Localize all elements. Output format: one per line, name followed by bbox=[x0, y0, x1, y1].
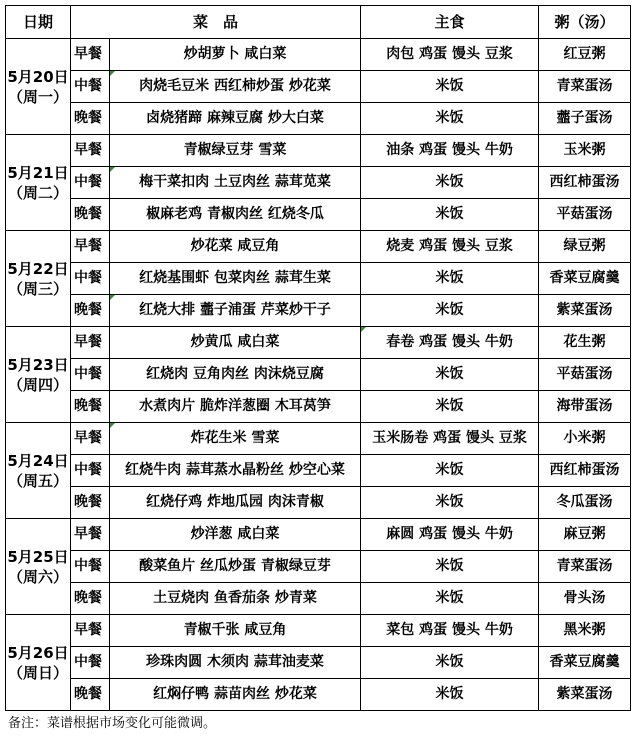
meal-row bbox=[6, 359, 631, 391]
menu-table bbox=[5, 5, 631, 711]
meal-row bbox=[6, 519, 631, 551]
meal-row bbox=[6, 199, 631, 231]
meal-row bbox=[6, 71, 631, 103]
menu-body bbox=[6, 39, 631, 711]
dishes-cell: 卤烧猪蹄 麻辣豆腐 炒大白菜 bbox=[110, 103, 361, 135]
date-label: 5月21日 bbox=[7, 163, 69, 182]
dishes-cell: 水煮肉片 脆炸洋葱圈 木耳莴笋 bbox=[110, 391, 361, 423]
meal-row bbox=[6, 103, 631, 135]
date-cell bbox=[6, 615, 71, 711]
meal-row bbox=[6, 615, 631, 647]
staple-cell: 米饭 bbox=[361, 167, 539, 199]
dishes-cell: 青椒绿豆芽 雪菜 bbox=[110, 135, 361, 167]
header-staple: 主食 bbox=[361, 6, 539, 39]
header-dishes: 菜 品 bbox=[71, 6, 361, 39]
soup-cell: 紫菜蛋汤 bbox=[539, 295, 631, 327]
weekday-label: （周五） bbox=[7, 471, 68, 490]
meal-row bbox=[6, 551, 631, 583]
soup-cell: 玉米粥 bbox=[539, 135, 631, 167]
meal-row bbox=[6, 327, 631, 359]
meal-row bbox=[6, 391, 631, 423]
dishes-cell: 肉烧毛豆米 西红柿炒蛋 炒花菜 bbox=[110, 71, 361, 103]
staple-cell: 麻圆 鸡蛋 馒头 牛奶 bbox=[361, 519, 539, 551]
staple-cell: 玉米肠卷 鸡蛋 馒头 豆浆 bbox=[361, 423, 539, 455]
dishes-cell: 珍珠肉圆 木须肉 蒜茸油麦菜 bbox=[110, 647, 361, 679]
meal-row bbox=[6, 231, 631, 263]
meal-row bbox=[6, 295, 631, 327]
date-cell bbox=[6, 39, 71, 135]
meal-cell: 早餐 bbox=[71, 615, 110, 647]
meal-cell: 晚餐 bbox=[71, 583, 110, 615]
staple-cell: 米饭 bbox=[361, 295, 539, 327]
weekday-label: （周日） bbox=[7, 663, 68, 682]
meal-cell: 中餐 bbox=[71, 71, 110, 103]
meal-cell: 早餐 bbox=[71, 135, 110, 167]
meal-row bbox=[6, 647, 631, 679]
meal-row bbox=[6, 39, 631, 71]
staple-cell: 米饭 bbox=[361, 487, 539, 519]
staple-cell: 米饭 bbox=[361, 583, 539, 615]
dishes-cell: 炸花生米 雪菜 bbox=[110, 423, 361, 455]
date-label: 5月25日 bbox=[7, 547, 69, 566]
staple-cell: 肉包 鸡蛋 馒头 豆浆 bbox=[361, 39, 539, 71]
soup-cell: 平菇蛋汤 bbox=[539, 199, 631, 231]
staple-cell: 米饭 bbox=[361, 391, 539, 423]
soup-cell: 小米粥 bbox=[539, 423, 631, 455]
dishes-cell: 酸菜鱼片 丝瓜炒蛋 青椒绿豆芽 bbox=[110, 551, 361, 583]
date-label: 5月26日 bbox=[7, 643, 69, 662]
meal-row bbox=[6, 455, 631, 487]
weekday-label: （周一） bbox=[7, 87, 68, 106]
staple-cell: 米饭 bbox=[361, 199, 539, 231]
meal-row bbox=[6, 487, 631, 519]
dishes-cell: 炒胡萝卜 咸白菜 bbox=[110, 39, 361, 71]
meal-cell: 中餐 bbox=[71, 551, 110, 583]
weekday-label: （周三） bbox=[7, 279, 68, 298]
soup-cell: 西红柿蛋汤 bbox=[539, 167, 631, 199]
soup-cell: 红豆粥 bbox=[539, 39, 631, 71]
meal-row bbox=[6, 167, 631, 199]
staple-cell: 米饭 bbox=[361, 263, 539, 295]
soup-cell: 紫菜蛋汤 bbox=[539, 679, 631, 711]
date-cell bbox=[6, 519, 71, 615]
footnote: 备注：菜谱根据市场变化可能微调。 bbox=[8, 716, 217, 731]
date-cell bbox=[6, 327, 71, 423]
dishes-cell: 红烧大排 虀子浦蛋 芹菜炒干子 bbox=[110, 295, 361, 327]
dishes-cell: 红烧牛肉 蒜茸蒸水晶粉丝 炒空心菜 bbox=[110, 455, 361, 487]
meal-cell: 中餐 bbox=[71, 263, 110, 295]
date-label: 5月23日 bbox=[7, 355, 69, 374]
meal-cell: 早餐 bbox=[71, 231, 110, 263]
weekday-label: （周二） bbox=[7, 183, 68, 202]
staple-cell: 米饭 bbox=[361, 455, 539, 487]
soup-cell: 青菜蛋汤 bbox=[539, 551, 631, 583]
dishes-cell: 土豆烧肉 鱼香茄条 炒青菜 bbox=[110, 583, 361, 615]
soup-cell: 香菜豆腐羹 bbox=[539, 647, 631, 679]
meal-cell: 早餐 bbox=[71, 39, 110, 71]
staple-cell: 菜包 鸡蛋 馒头 牛奶 bbox=[361, 615, 539, 647]
meal-cell: 晚餐 bbox=[71, 391, 110, 423]
soup-cell: 黑米粥 bbox=[539, 615, 631, 647]
meal-cell: 早餐 bbox=[71, 519, 110, 551]
staple-cell: 米饭 bbox=[361, 647, 539, 679]
meal-cell: 早餐 bbox=[71, 327, 110, 359]
dishes-cell: 梅干菜扣肉 土豆肉丝 蒜茸苋菜 bbox=[110, 167, 361, 199]
soup-cell: 虀子蛋汤 bbox=[539, 103, 631, 135]
soup-cell: 骨头汤 bbox=[539, 583, 631, 615]
soup-cell: 海带蛋汤 bbox=[539, 391, 631, 423]
weekday-label: （周六） bbox=[7, 567, 68, 586]
soup-cell: 绿豆粥 bbox=[539, 231, 631, 263]
dishes-cell: 炒黄瓜 咸白菜 bbox=[110, 327, 361, 359]
meal-cell: 晚餐 bbox=[71, 679, 110, 711]
dishes-cell: 炒洋葱 咸白菜 bbox=[110, 519, 361, 551]
dishes-cell: 炒花菜 咸豆角 bbox=[110, 231, 361, 263]
dishes-cell: 红烧肉 豆角肉丝 肉沫烧豆腐 bbox=[110, 359, 361, 391]
header-row bbox=[6, 6, 631, 39]
staple-cell: 米饭 bbox=[361, 71, 539, 103]
soup-cell: 香菜豆腐羹 bbox=[539, 263, 631, 295]
weekday-label: （周四） bbox=[7, 375, 68, 394]
staple-cell: 米饭 bbox=[361, 679, 539, 711]
soup-cell: 麻豆粥 bbox=[539, 519, 631, 551]
dishes-cell: 红焖仔鸭 蒜苗肉丝 炒花菜 bbox=[110, 679, 361, 711]
staple-cell: 米饭 bbox=[361, 103, 539, 135]
dishes-cell: 青椒千张 咸豆角 bbox=[110, 615, 361, 647]
staple-cell: 烧麦 鸡蛋 馒头 豆浆 bbox=[361, 231, 539, 263]
meal-cell: 早餐 bbox=[71, 423, 110, 455]
meal-row bbox=[6, 679, 631, 711]
soup-cell: 西红柿蛋汤 bbox=[539, 455, 631, 487]
date-label: 5月24日 bbox=[7, 451, 69, 470]
meal-cell: 中餐 bbox=[71, 167, 110, 199]
meal-cell: 晚餐 bbox=[71, 295, 110, 327]
staple-cell: 油条 鸡蛋 馒头 牛奶 bbox=[361, 135, 539, 167]
meal-row bbox=[6, 263, 631, 295]
meal-cell: 中餐 bbox=[71, 647, 110, 679]
date-label: 5月22日 bbox=[7, 259, 69, 278]
header-soup: 粥（汤） bbox=[539, 6, 631, 39]
soup-cell: 冬瓜蛋汤 bbox=[539, 487, 631, 519]
date-label: 5月20日 bbox=[7, 67, 69, 86]
soup-cell: 花生粥 bbox=[539, 327, 631, 359]
dishes-cell: 椒麻老鸡 青椒肉丝 红烧冬瓜 bbox=[110, 199, 361, 231]
staple-cell: 米饭 bbox=[361, 359, 539, 391]
meal-cell: 晚餐 bbox=[71, 487, 110, 519]
header-date: 日期 bbox=[6, 6, 71, 39]
meal-cell: 晚餐 bbox=[71, 103, 110, 135]
date-cell bbox=[6, 135, 71, 231]
meal-row bbox=[6, 583, 631, 615]
meal-cell: 中餐 bbox=[71, 359, 110, 391]
meal-row bbox=[6, 135, 631, 167]
soup-cell: 平菇蛋汤 bbox=[539, 359, 631, 391]
dishes-cell: 红烧仔鸡 炸地瓜园 肉沫青椒 bbox=[110, 487, 361, 519]
meal-cell: 中餐 bbox=[71, 455, 110, 487]
date-cell bbox=[6, 231, 71, 327]
meal-row bbox=[6, 423, 631, 455]
staple-cell: 春卷 鸡蛋 馒头 牛奶 bbox=[361, 327, 539, 359]
meal-cell: 晚餐 bbox=[71, 199, 110, 231]
date-cell bbox=[6, 423, 71, 519]
staple-cell: 米饭 bbox=[361, 551, 539, 583]
dishes-cell: 红烧基围虾 包菜肉丝 蒜茸生菜 bbox=[110, 263, 361, 295]
soup-cell: 青菜蛋汤 bbox=[539, 71, 631, 103]
